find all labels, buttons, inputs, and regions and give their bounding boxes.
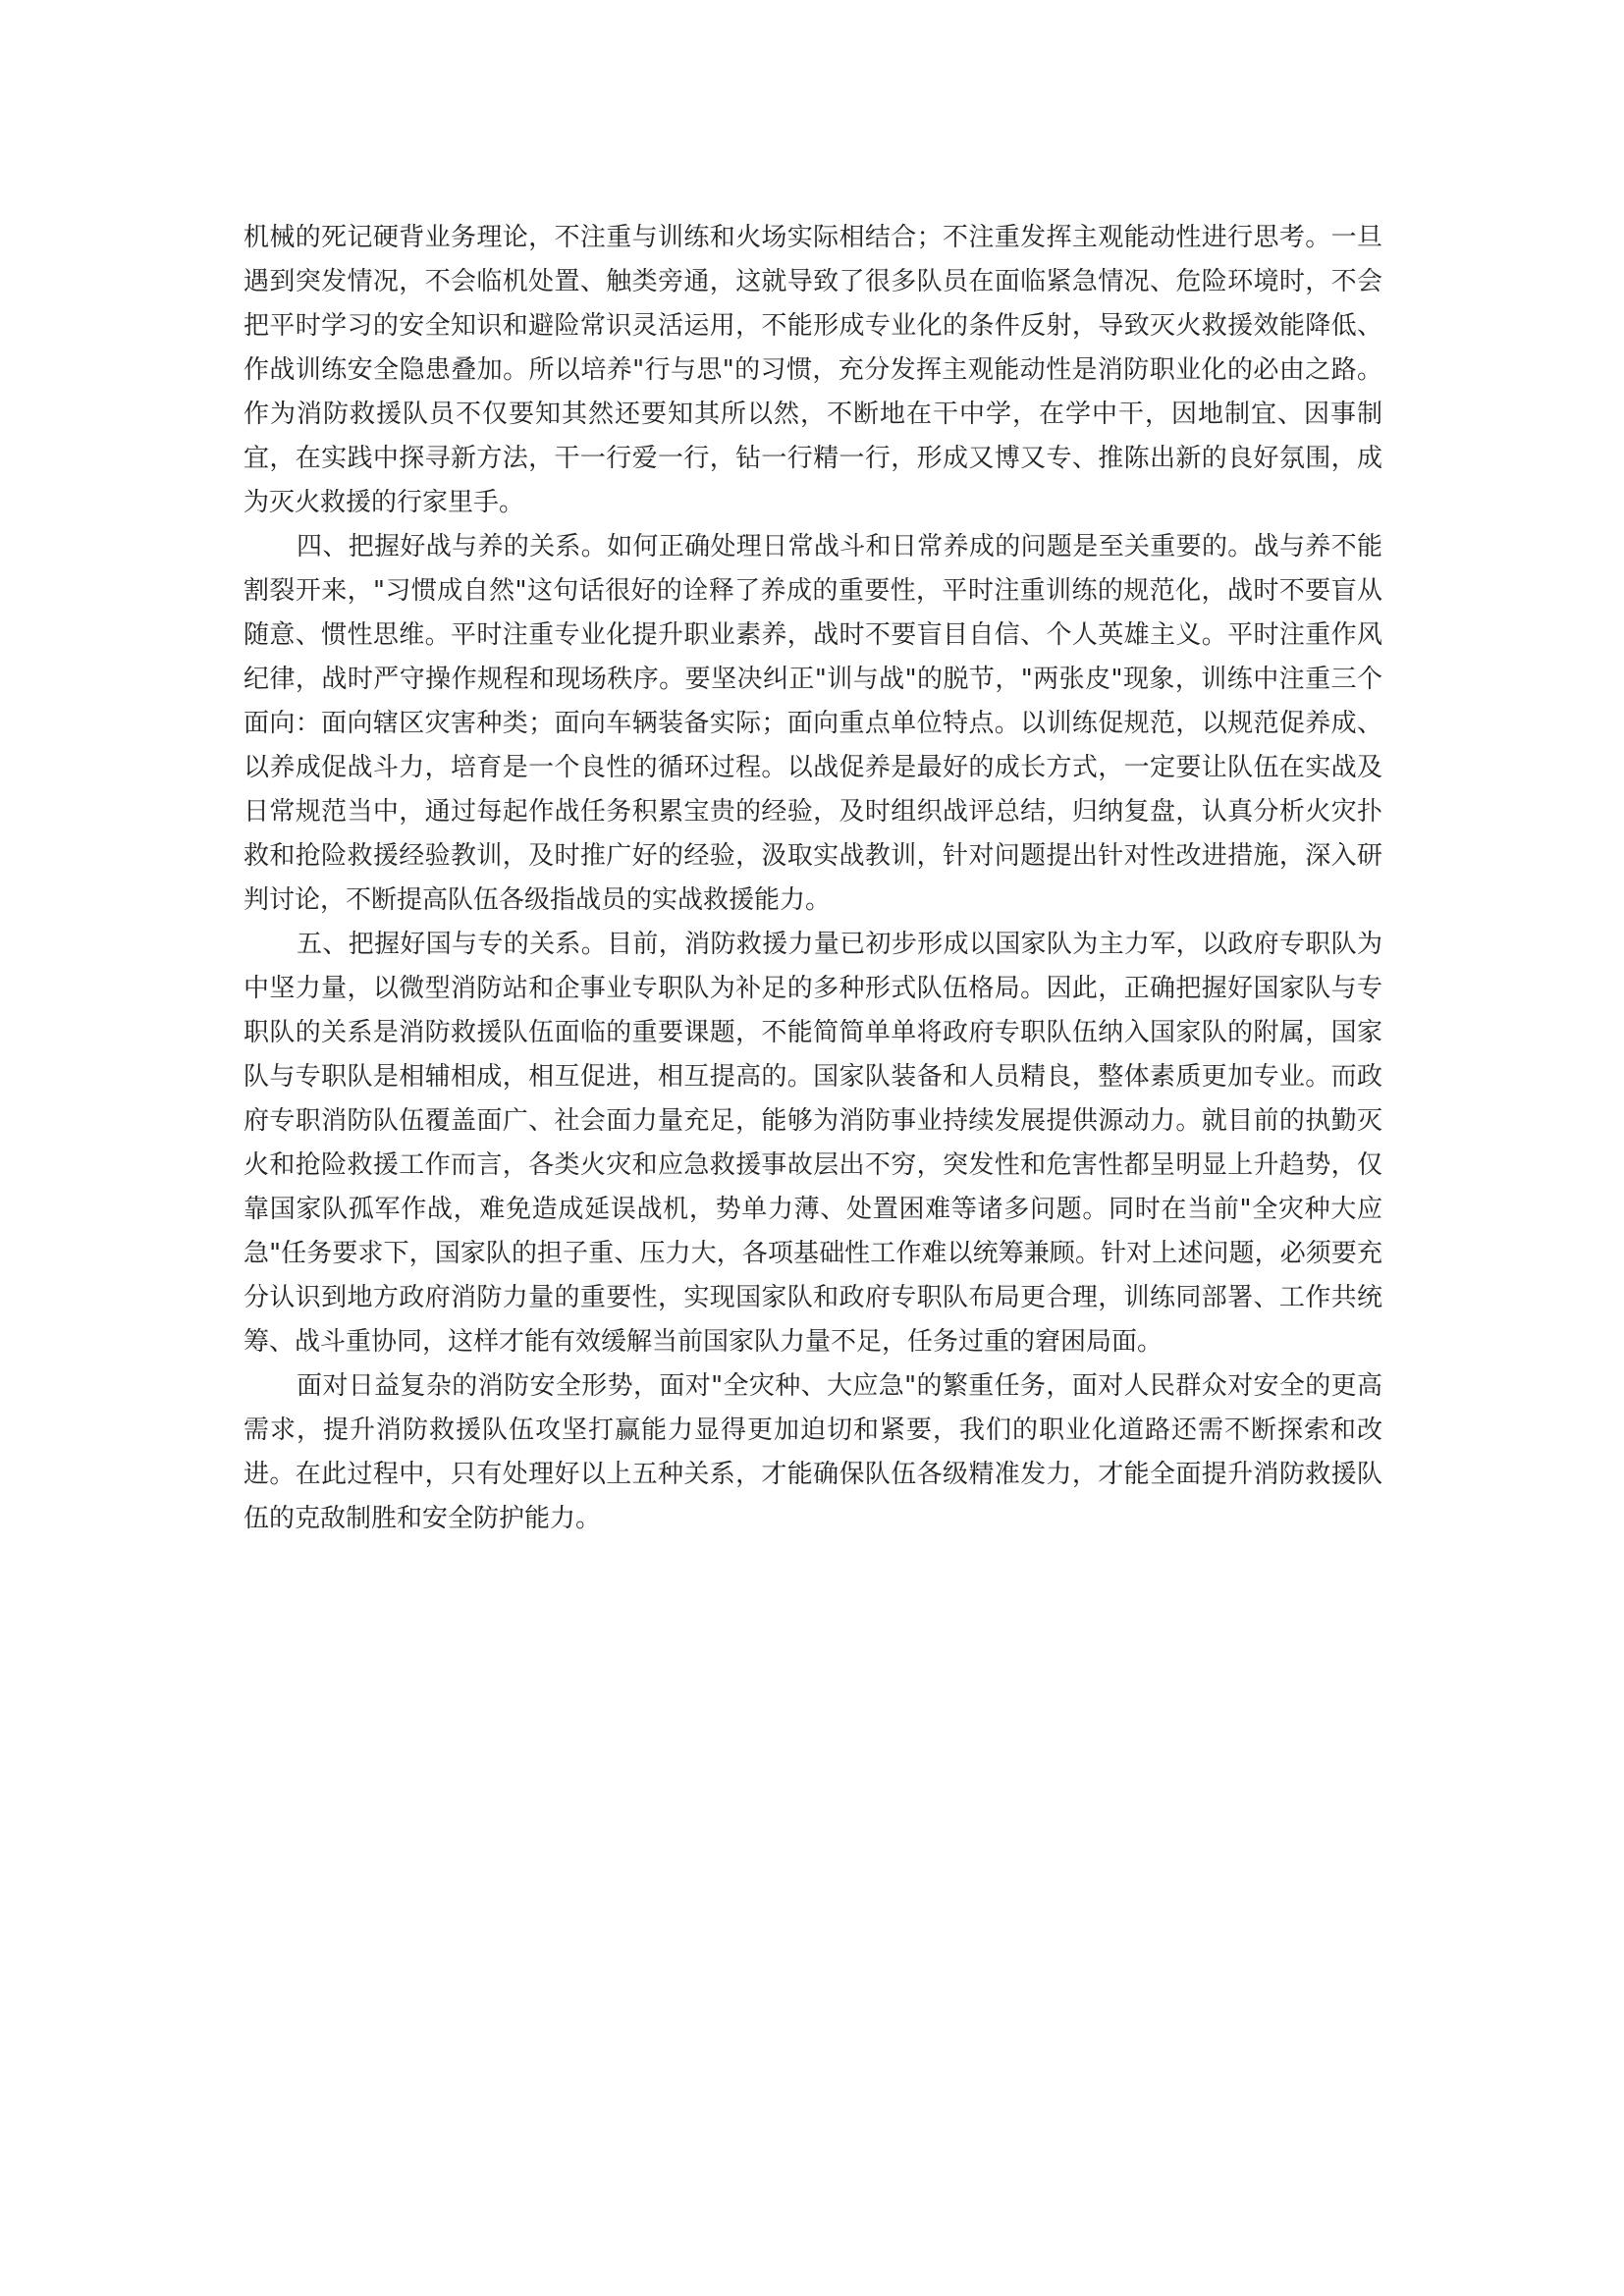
paragraph-section-four: 四、把握好战与养的关系。如何正确处理日常战斗和日常养成的问题是至关重要的。战与养不能割裂开来，"习惯成自然"这句话很好的诠释了养成的重要性，平时注重训练的规范化，战时不要盲从随意、惯性思维。平时注重专业化提升职业素养，战时不要盲目自信、个人英雄主义。平时注重作风纪律，战时严守操作规程和现场秩序。要坚决纠正"训与战"的脱节，"两张皮"现象，训练中注重三个面向：面向辖区灾害种类；面向车辆装备实际；面向重点单位特点。以训练促规范，以规范促养成、以养成促战斗力，培育是一个良性的循环过程。以战促养是最好的成长方式，一定要让队伍在实战及日常规范当中，通过每起作战任务积累宝贵的经验，及时组织战评总结，归纳复盘，认真分析火灾扑救和抢险救援经验教训，及时推广好的经验，汲取实战教训，针对问题提出针对性改进措施，深入研判讨论，不断提高队伍各级指战员的实战救援能力。 — [244, 532, 1382, 915]
paragraph-continuation: 机械的死记硬背业务理论，不注重与训练和火场实际相结合；不注重发挥主观能动性进行思考。一旦遇到突发情况，不会临机处置、触类旁通，这就导致了很多队员在面临紧急情况、危险环境时，不会把平时学习的安全知识和避险常识灵活运用，不能形成专业化的条件反射，导致灭火救援效能降低、作战训练安全隐患叠加。所以培养"行与思"的习惯，充分发挥主观能动性是消防职业化的必由之路。作为消防救援队员不仅要知其然还要知其所以然，不断地在干中学，在学中干，因地制宜、因事制宜，在实践中探寻新方法，干一行爱一行，钻一行精一行，形成又博又专、推陈出新的良好氛围，成为灭火救援的行家里手。 — [244, 223, 1382, 517]
document-body — [244, 216, 1382, 1541]
paragraph-section-five: 五、把握好国与专的关系。目前，消防救援力量已初步形成以国家队为主力军，以政府专职队为中坚力量，以微型消防站和企事业专职队为补足的多种形式队伍格局。因此，正确把握好国家队与专职队的关系是消防救援队伍面临的重要课题，不能简简单单将政府专职队伍纳入国家队的附属，国家队与专职队是相辅相成，相互促进，相互提高的。国家队装备和人员精良，整体素质更加专业。而政府专职消防队伍覆盖面广、社会面力量充足，能够为消防事业持续发展提供源动力。就目前的执勤灭火和抢险救援工作而言，各类火灾和应急救援事故层出不穷，突发性和危害性都呈明显上升趋势，仅靠国家队孤军作战，难免造成延误战机，势单力薄、处置困难等诸多问题。同时在当前"全灾种大应急"任务要求下，国家队的担子重、压力大，各项基础性工作难以统筹兼顾。针对上述问题，必须要充分认识到地方政府消防力量的重要性，实现国家队和政府专职队布局更合理，训练同部署、工作共统筹、战斗重协同，这样才能有效缓解当前国家队力量不足，任务过重的窘困局面。 — [244, 930, 1382, 1357]
paragraph-conclusion: 面对日益复杂的消防安全形势，面对"全灾种、大应急"的繁重任务，面对人民群众对安全的更高需求，提升消防救援队伍攻坚打赢能力显得更加迫切和紧要，我们的职业化道路还需不断探索和改进。在此过程中，只有处理好以上五种关系，才能确保队伍各级精准发力，才能全面提升消防救援队伍的克敌制胜和安全防护能力。 — [244, 1371, 1382, 1533]
